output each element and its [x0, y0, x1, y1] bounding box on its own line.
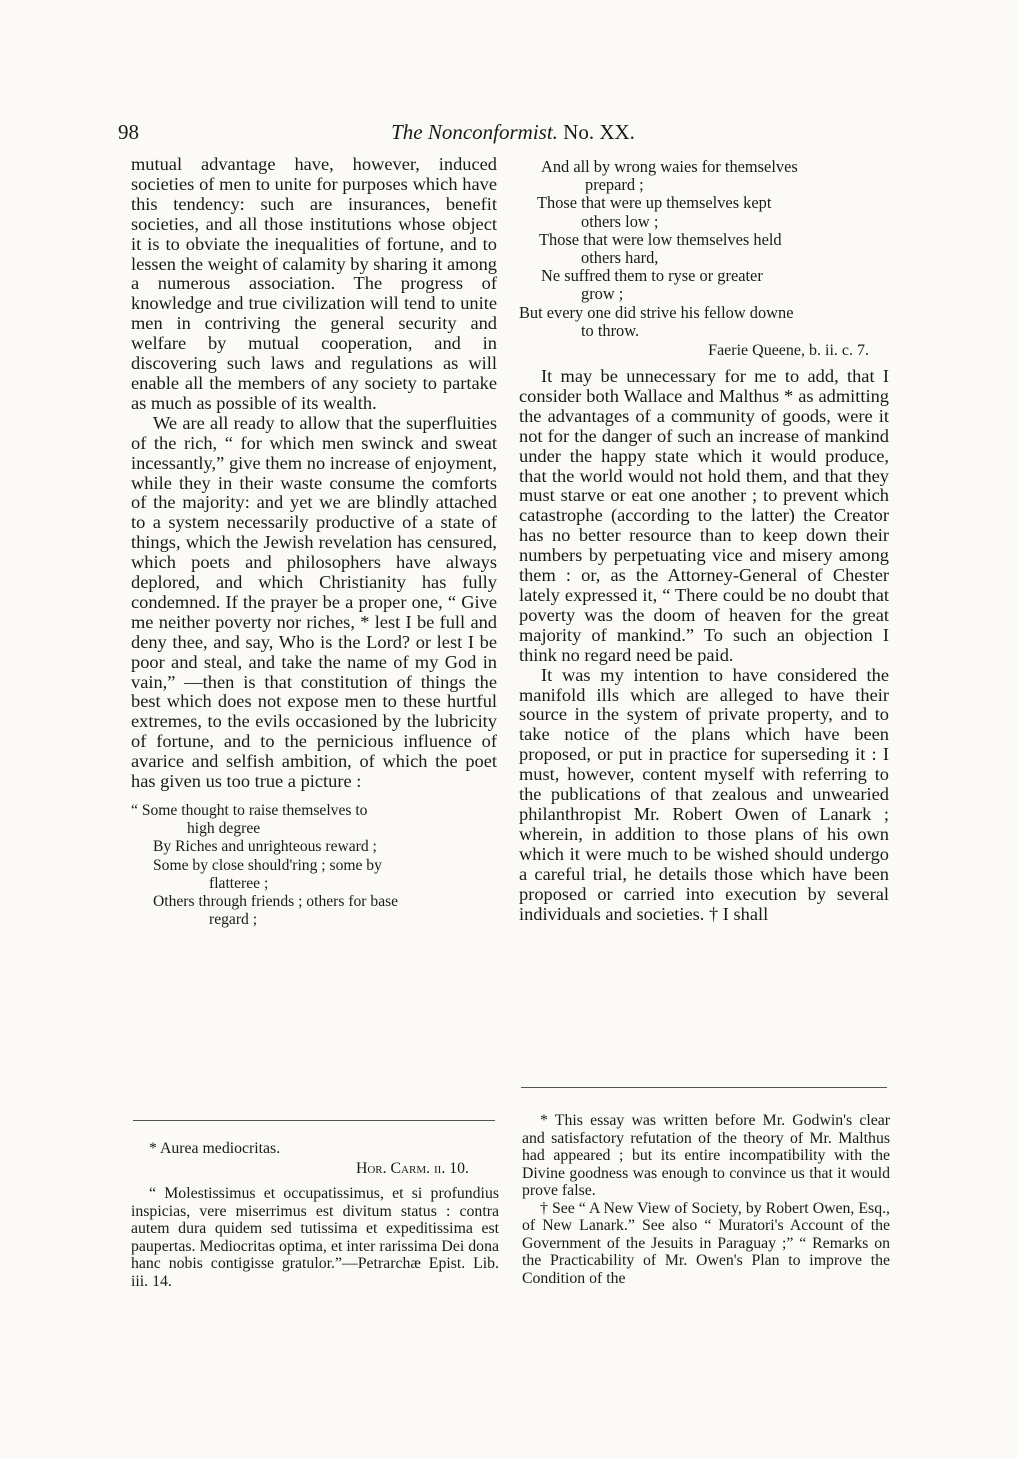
- footnote: † See “ A New View of Society, by Robert Owen, Esq., of New Lanark.” See also “ Muratori's Account of the Government of the Jesuits in Paraguay ;” “ Remarks on the Practicability of Mr. Owen's Plan to improve the Condition of the: [522, 1199, 890, 1287]
- verse-line: But every one did strive his fellow downe: [519, 302, 794, 322]
- footnote-source: Hor. Carm. ii. 10.: [355, 1159, 469, 1177]
- verse-line: regard ;: [209, 911, 258, 929]
- left-column: [131, 155, 497, 929]
- running-header: [118, 120, 908, 148]
- paragraph: It was my intention to have considered the manifold ills which are alleged to have their source in the system of private property, and to take notice of the plans which have been proposed, or put in practice for superseding it : I must, however, content myself with referring to the publications of that zealous and unwearied philanthropist Mr. Robert Owen of Lanark ; wherein, in addition to those plans of his own which it were much to be wished should undergo a careful trial, he details those which have been proposed or carried into execution by several individuals and societies. † I shall: [519, 664, 889, 924]
- verse-line: Those that were up themselves kept: [537, 193, 772, 213]
- verse-line: others low ;: [581, 211, 659, 231]
- verse-line: And all by wrong waies for themselves: [541, 157, 798, 176]
- verse-line: Those that were low themselves held: [539, 229, 782, 249]
- verse-attribution: Faerie Queene, b. ii. c. 7.: [708, 342, 869, 360]
- footnote-rule-right: [521, 1087, 887, 1088]
- journal-title: The Nonconformist.: [391, 120, 558, 144]
- verse-line: By Riches and unrighteous reward ;: [153, 838, 377, 856]
- footnotes-right: [522, 1112, 890, 1287]
- footnote: “ Molestissimus et occupatissimus, et si profundius inspicias, vere miserrimus est divitum status : contra autem dura quidem sed tutissima et expeditissima est paupertas. Mediocritas optima, et inter rarissima Dei dona hanc nobis contigisse gratulor.”—Petrarchæ Epist. Lib. iii. 14.: [131, 1185, 499, 1290]
- verse-line: Others through friends ; others for base: [153, 893, 399, 911]
- verse-line: grow ;: [581, 284, 624, 304]
- paragraph: mutual advantage have, however, induced societies of men to unite for purposes which have this tendency: such are insurances, benefit societies, and all those institutions whose object it is to obviate the inequalities of fortune, and to lessen the weight of calamity by sharing it among a numerous association. The progress of knowledge and true civilization will tend to unite men in contriving the general security and welfare by mutual cooperation, and in discovering such laws and regulations as will enable all the members of any society to partake as much as possible of its wealth.: [131, 154, 497, 413]
- footnotes-left: [131, 1140, 499, 1290]
- verse-line: Some by close should'ring ; some by: [153, 856, 382, 874]
- paragraph: It may be unnecessary for me to add, that I consider both Wallace and Malthus * as admitting the advantages of a community of goods, were it not for the danger of such an increase of mankind under the happy state which it would produce, that the world would not hold them, and that they must starve or eat one another ; to prevent which catastrophe (according to the latter) the Creator has no better resource than to keep down their numbers by perpetuating vice and misery among them : or, as the Attorney-General of Chester lately expressed it, “ There could be no doubt that poverty was the doom of heaven for the great majority of mankind.” To such an objection I think no regard need be paid.: [519, 366, 889, 665]
- verse-line: others hard,: [581, 248, 659, 268]
- page-number: 98: [118, 120, 139, 144]
- right-column: [519, 155, 889, 924]
- running-head: [118, 120, 908, 145]
- paragraph: We are all ready to allow that the superfluities of the rich, “ for which men swinck and sweat incessantly,” give them no increase of enjoyment, while they in their waste consume the comforts of the majority: and yet we are blindly attached to a system necessarily productive of a state of things, which the Jewish revelation has censured, which poets and philosophers have always deplored, and which Christianity has fully condemned. If the prayer be a proper one, “ Give me neither poverty nor riches, * lest I be full and deny thee, and say, Who is the Lord? or lest I be poor and steal, and take the name of my God in vain,” —then is that constitution of things the best which does not expose men to these hurtful extremes, to the evils occasioned by the lubricity of fortune, and to the pernicious influence of avarice and selfish ambition, of which the poet has given us too true a picture :: [131, 412, 497, 792]
- issue-number: No. XX.: [563, 120, 635, 144]
- verse-line: flatteree ;: [209, 874, 269, 892]
- verse-quotation: [519, 158, 889, 340]
- footnote: * Aurea mediocritas.: [149, 1140, 281, 1157]
- footnote: * This essay was written before Mr. Godwin's clear and satisfactory refutation of the theory of Mr. Malthus had appeared ; but its entire incompatibility with the Divine goodness was enough to convince us that it would prove false.: [522, 1112, 890, 1199]
- verse-line: Ne suffred them to ryse or greater: [541, 266, 763, 286]
- verse-line: to throw.: [581, 320, 640, 340]
- verse-line: high degree: [187, 820, 261, 838]
- verse-quotation: [131, 802, 497, 929]
- footnote-rule-left: [133, 1120, 495, 1121]
- verse-line: prepard ;: [585, 175, 644, 195]
- verse-line: “ Some thought to raise themselves to: [131, 802, 368, 819]
